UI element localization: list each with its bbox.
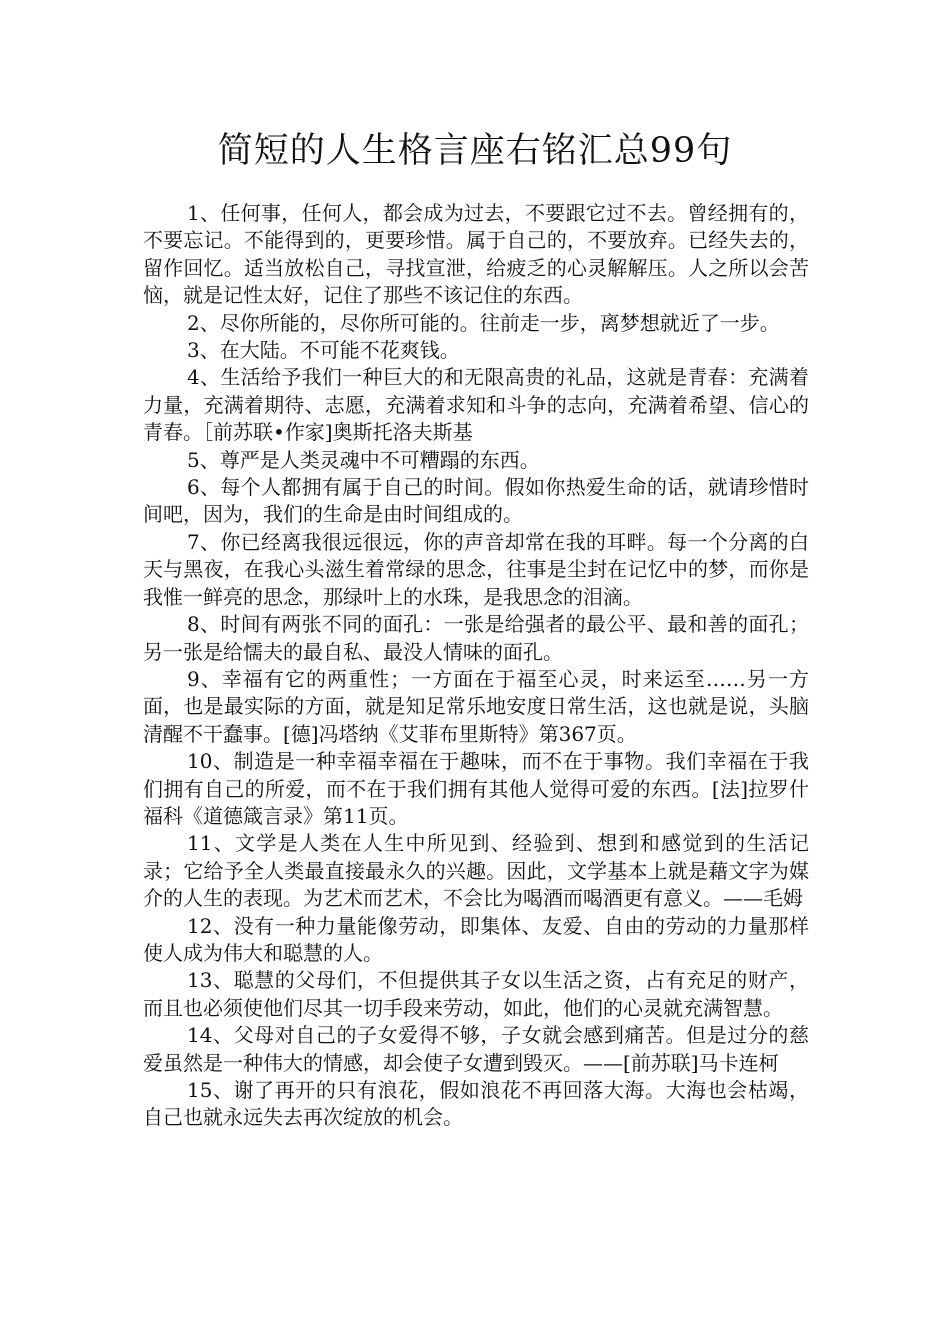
paragraph-11: 11、文学是人类在人生中所见到、经验到、想到和感觉到的生活记录；它给予全人类最直接最永久的兴趣。因此，文学基本上就是藉文字为媒介的人生的表现。为艺术而艺术，不会比为喝酒而喝酒更有意义。——毛姆 xyxy=(143,831,809,911)
paragraph-1: 1、任何事，任何人，都会成为过去，不要跟它过不去。曾经拥有的，不要忘记。不能得到的，更要珍惜。属于自己的，不要放弃。已经失去的，留作回忆。适当放松自己，寻找宣泄，给疲乏的心灵解解压。人之所以会苦恼，就是记性太好，记住了那些不该记住的东西。 xyxy=(143,201,809,308)
paragraph-3: 3、在大陆。不可能不花爽钱。 xyxy=(187,338,460,363)
paragraph-2: 2、尽你所能的，尽你所可能的。往前走一步，离梦想就近了一步。 xyxy=(187,310,780,335)
paragraph-14: 14、父母对自己的子女爱得不够，子女就会感到痛苦。但是过分的慈爱虽然是一种伟大的情感，却会使子女遭到毁灭。——[前苏联]马卡连柯 xyxy=(143,1023,809,1075)
paragraph-12: 12、没有一种力量能像劳动，即集体、友爱、自由的劳动的力量那样使人成为伟大和聪慧的人。 xyxy=(143,913,809,965)
paragraph-15: 15、谢了再开的只有浪花，假如浪花不再回落大海。大海也会枯竭，自己也就永远失去再次绽放的机会。 xyxy=(143,1078,809,1130)
document-title: 简短的人生格言座右铭汇总99句 xyxy=(217,131,733,171)
document-body xyxy=(143,200,809,1132)
paragraph-6: 6、每个人都拥有属于自己的时间。假如你热爱生命的话，就请珍惜时间吧，因为，我们的生命是由时间组成的。 xyxy=(143,475,809,527)
paragraph-10: 10、制造是一种幸福幸福在于趣味，而不在于事物。我们幸福在于我们拥有自己的所爱，而不在于我们拥有其他人觉得可爱的东西。[法]拉罗什福科《道德箴言录》第11页。 xyxy=(143,749,809,828)
paragraph-4: 4、生活给予我们一种巨大的和无限高贵的礼品，这就是青春：充满着力量，充满着期待、志愿，充满着求知和斗争的志向，充满着希望、信心的青春。［前苏联•作家]奥斯托洛夫斯基 xyxy=(143,365,809,445)
paragraph-5: 5、尊严是人类灵魂中不可糟蹋的东西。 xyxy=(187,447,540,472)
paragraph-7: 7、你已经离我很远很远，你的声音却常在我的耳畔。每一个分离的白天与黑夜，在我心头滋生着常绿的思念，往事是尘封在记忆中的梦，而你是我惟一鲜亮的思念，那绿叶上的水珠，是我思念的泪滴。 xyxy=(143,529,809,609)
paragraph-13: 13、聪慧的父母们，不但提供其子女以生活之资，占有充足的财产，而且也必须使他们尽其一切手段来劳动，如此，他们的心灵就充满智慧。 xyxy=(143,968,809,1020)
paragraph-8: 8、时间有两张不同的面孔：一张是给强者的最公平、最和善的面孔；另一张是给懦夫的最自私、最没人情味的面孔。 xyxy=(143,612,809,664)
paragraph-9: 9、幸福有它的两重性；一方面在于福至心灵，时来运至……另一方面，也是最实际的方面，就是知足常乐地安度日常生活，这也就是说，头脑清醒不干蠢事。[德]冯塔纳《艾菲布里斯特》第367页。 xyxy=(143,666,809,746)
